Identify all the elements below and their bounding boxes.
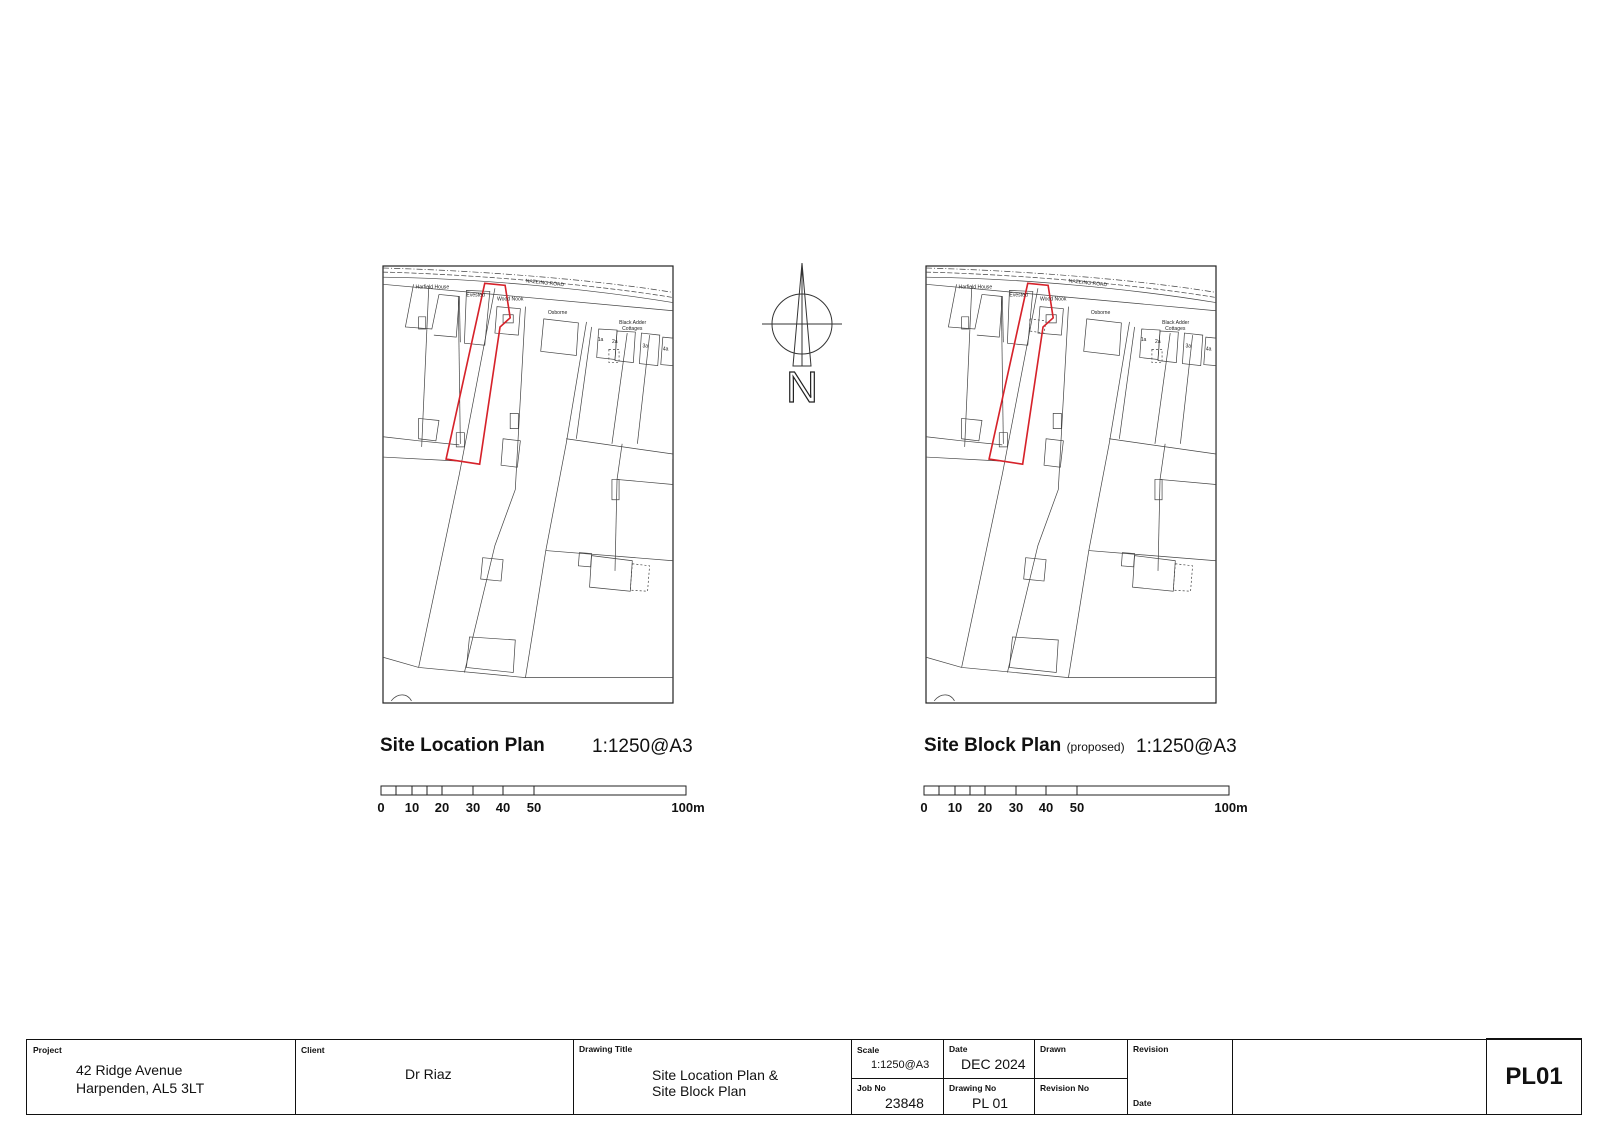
label-osborne: Osborne [1090, 309, 1111, 316]
label-cottages: Cottages [1165, 326, 1186, 333]
label-3a: 3a [1185, 343, 1192, 350]
site-block-plan-map [926, 266, 1216, 703]
plan-title-text: Site Location Plan [380, 735, 545, 756]
scale-label: Scale [857, 1045, 880, 1055]
project-line1: 42 Ridge Avenue [76, 1062, 183, 1078]
site-boundary [989, 283, 1053, 464]
sheet-number: PL01 [1486, 1038, 1582, 1115]
label-1a: 1a [1140, 337, 1147, 344]
scale-tick: 100m [1214, 800, 1248, 815]
scale-bar-right [924, 786, 1229, 795]
title-block [26, 1039, 1582, 1115]
road-label: NAZEING ROAD [525, 278, 565, 289]
drawing-title-label: Drawing Title [579, 1044, 633, 1054]
scale-tick: 40 [1038, 800, 1054, 815]
label-evested: Evested [466, 292, 485, 299]
label-2a: 2a [611, 339, 618, 346]
drawing-title-line2: Site Block Plan [652, 1083, 747, 1099]
revision-no-label: Revision No [1040, 1083, 1090, 1093]
label-wood-nook: Wood Nook [496, 296, 524, 303]
revision-label: Revision [1133, 1044, 1169, 1054]
label-osborne: Osborne [547, 309, 568, 316]
label-3a: 3a [642, 343, 649, 350]
label-black-adder: Black Adder [1162, 319, 1190, 326]
drawing-no-label: Drawing No [949, 1083, 997, 1093]
scale-tick: 20 [977, 800, 993, 815]
plan-scale-left: 1:1250@A3 [592, 736, 693, 757]
site-boundary [446, 283, 510, 464]
plan-title-text: Site Block Plan [924, 735, 1062, 756]
label-black-adder: Black Adder [619, 319, 647, 326]
drawing-title-line1: Site Location Plan & [652, 1067, 779, 1083]
drawing-no-value: PL 01 [972, 1095, 1009, 1111]
label-evested: Evested [1009, 292, 1028, 299]
scale-bar-left [381, 786, 686, 795]
scale-tick: 30 [1008, 800, 1024, 815]
scale-tick: 50 [1069, 800, 1085, 815]
scale-tick: 0 [377, 800, 385, 815]
label-cottages: Cottages [622, 326, 643, 333]
scale-tick: 20 [434, 800, 450, 815]
date-value: DEC 2024 [961, 1056, 1026, 1072]
scale-tick: 100m [671, 800, 705, 815]
plan-subtitle: (proposed) [1066, 740, 1125, 754]
client-value: Dr Riaz [405, 1066, 452, 1082]
drawn-label: Drawn [1040, 1044, 1066, 1054]
scale-value: 1:1250@A3 [871, 1059, 930, 1071]
label-harfield: Harfield House [958, 284, 993, 291]
north-arrow-icon [762, 263, 842, 412]
label-4a: 4a [1205, 346, 1212, 353]
client-label: Client [301, 1045, 325, 1055]
scale-tick: 40 [495, 800, 511, 815]
label-harfield: Harfield House [415, 284, 450, 291]
label-4a: 4a [662, 346, 669, 353]
scale-tick: 10 [947, 800, 963, 815]
project-line2: Harpenden, AL5 3LT [76, 1080, 205, 1096]
scale-tick: 0 [920, 800, 928, 815]
project-label: Project [33, 1045, 62, 1055]
north-letter: N [786, 363, 818, 412]
plan-scale-right: 1:1250@A3 [1136, 736, 1237, 757]
label-2a: 2a [1154, 339, 1161, 346]
plan-title-right [924, 735, 1125, 757]
label-wood-nook: Wood Nook [1039, 296, 1067, 303]
job-no-value: 23848 [885, 1095, 924, 1111]
scale-tick: 50 [526, 800, 542, 815]
label-1a: 1a [597, 337, 604, 344]
job-no-label: Job No [857, 1083, 886, 1093]
revision-date-label: Date [1133, 1098, 1152, 1108]
road-label: NAZEING ROAD [1068, 278, 1108, 289]
scale-tick: 10 [404, 800, 420, 815]
site-location-plan-map [383, 266, 673, 703]
plan-title-left [380, 735, 545, 757]
date-label: Date [949, 1044, 968, 1054]
scale-tick: 30 [465, 800, 481, 815]
